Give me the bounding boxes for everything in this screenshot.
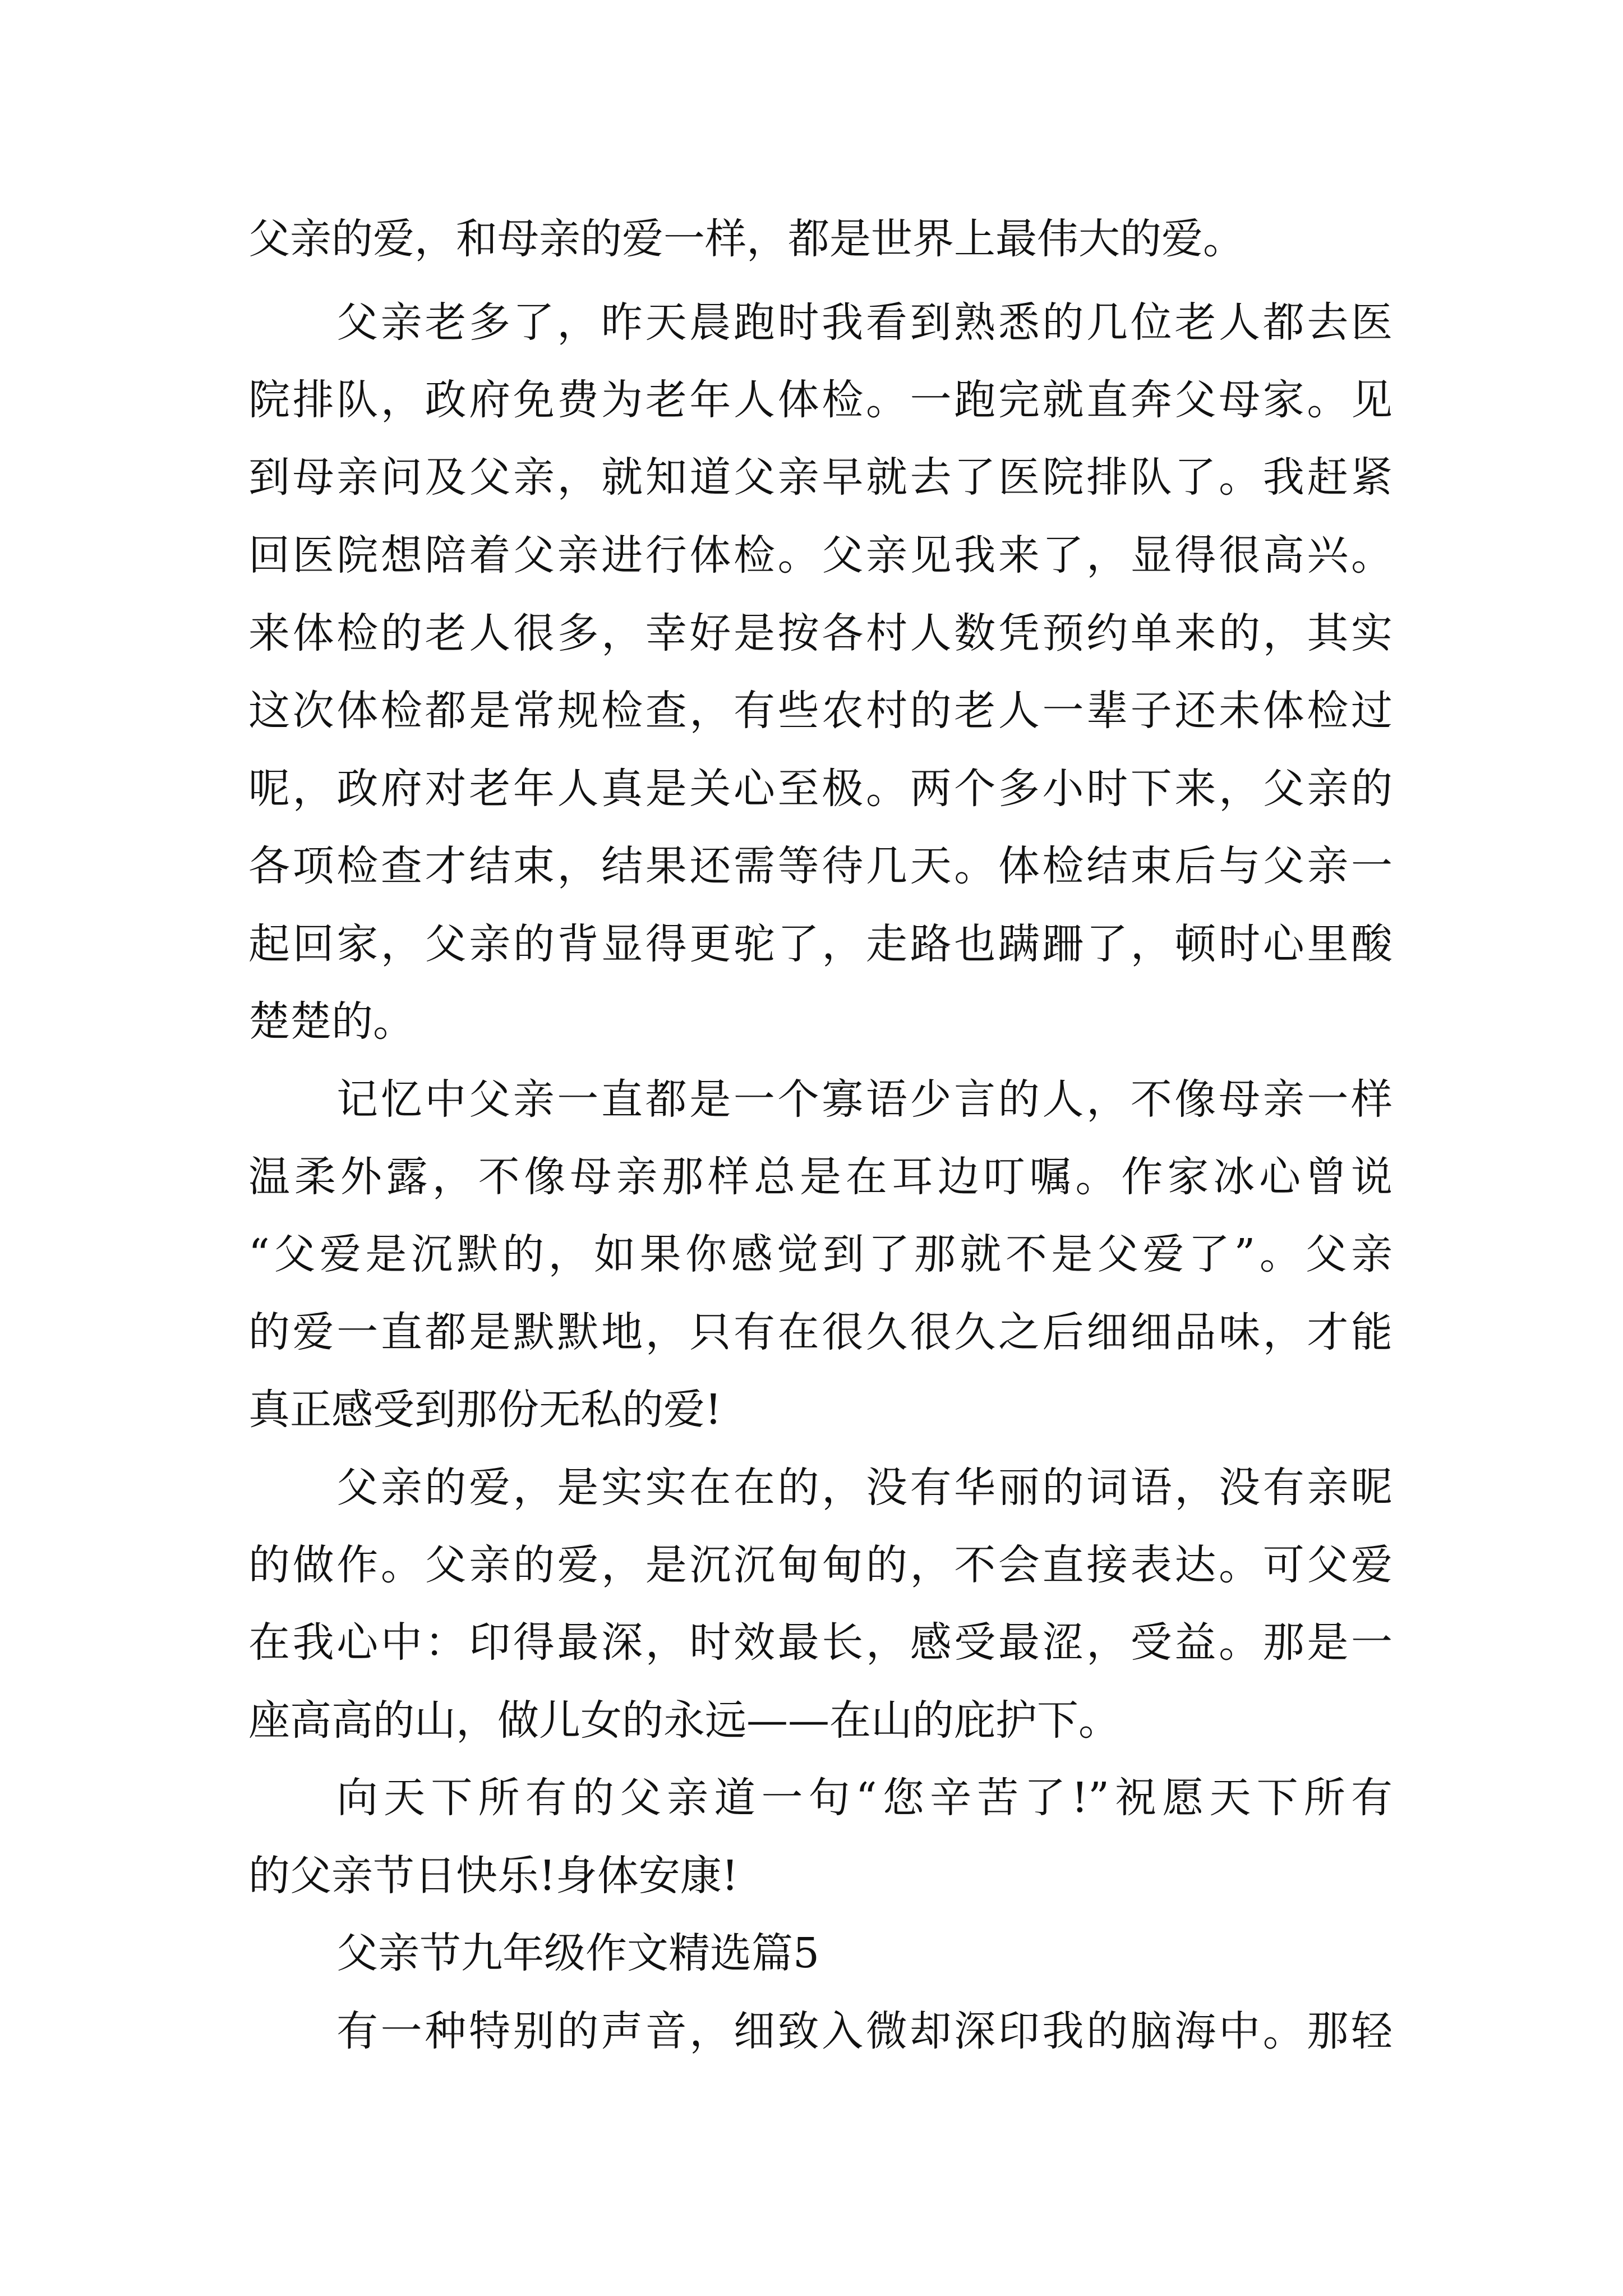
paragraph-line: 的爱一直都是默默地，只有在很久很久之后细细品味，才能 — [248, 1308, 1393, 1356]
paragraph-line: 的做作。父亲的爱，是沉沉甸甸的，不会直接表达。可父爱 — [248, 1541, 1393, 1589]
paragraph-line: 记忆中父亲一直都是一个寡语少言的人，不像母亲一样 — [336, 1075, 1393, 1124]
section-heading: 父亲节九年级作文精选篇5 — [336, 1929, 820, 1977]
paragraph-line: 向天下所有的父亲道一句“您辛苦了!”祝愿天下所有 — [336, 1774, 1393, 1822]
paragraph-line: 这次体检都是常规检查，有些农村的老人一辈子还未体检过 — [248, 687, 1393, 735]
paragraph-line: 有一种特别的声音，细致入微却深印我的脑海中。那轻 — [336, 2007, 1393, 2055]
paragraph-line: 父亲的爱，和母亲的爱一样，都是世界上最伟大的爱。 — [248, 215, 1244, 263]
paragraph-line: 楚楚的。 — [248, 997, 414, 1046]
paragraph-line: 温柔外露，不像母亲那样总是在耳边叮嘱。作家冰心曾说 — [248, 1153, 1393, 1201]
paragraph-line: 在我心中：印得最深，时效最长，感受最涩，受益。那是一 — [248, 1618, 1393, 1667]
paragraph-line: 真正感受到那份无私的爱! — [248, 1386, 722, 1434]
paragraph-line: 座高高的山，做儿女的永远——在山的庇护下。 — [248, 1696, 1120, 1745]
paragraph-line: 的父亲节日快乐!身体安康! — [248, 1852, 739, 1900]
paragraph-line: 到母亲问及父亲，就知道父亲早就去了医院排队了。我赶紧 — [248, 453, 1393, 501]
paragraph-line: 来体检的老人很多，幸好是按各村人数凭预约单来的，其实 — [248, 609, 1393, 657]
paragraph-line: 各项检查才结束，结果还需等待几天。体检结束后与父亲一 — [248, 842, 1393, 890]
paragraph-line: “父爱是沉默的，如果你感觉到了那就不是父爱了”。父亲 — [248, 1230, 1393, 1278]
paragraph-line: 回医院想陪着父亲进行体检。父亲见我来了，显得很高兴。 — [248, 531, 1393, 579]
paragraph-line: 父亲老多了，昨天晨跑时我看到熟悉的几位老人都去医 — [336, 298, 1393, 347]
paragraph-line: 院排队，政府免费为老年人体检。一跑完就直奔父母家。见 — [248, 376, 1393, 424]
paragraph-line: 呢，政府对老年人真是关心至极。两个多小时下来，父亲的 — [248, 765, 1393, 813]
paragraph-line: 起回家，父亲的背显得更驼了，走路也蹒跚了，顿时心里酸 — [248, 920, 1393, 968]
paragraph-line: 父亲的爱，是实实在在的，没有华丽的词语，没有亲昵 — [336, 1464, 1393, 1512]
